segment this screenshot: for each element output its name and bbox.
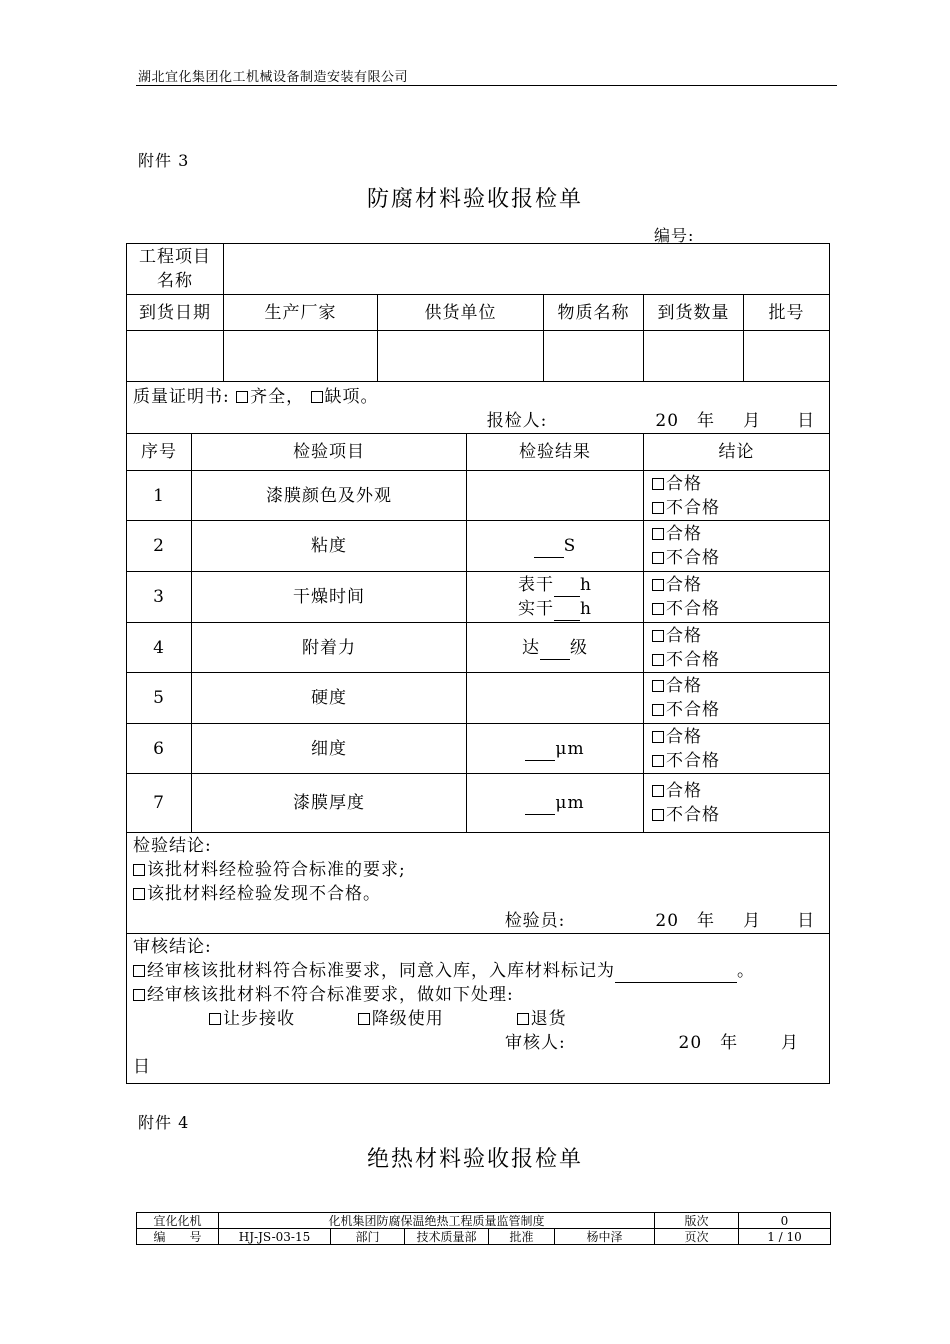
pass-checkbox[interactable] xyxy=(652,630,664,642)
batch-no-cell[interactable] xyxy=(744,331,830,382)
quality-cert-row: 质量证明书: 齐全， 缺项。 报检人: 20 年 月 日 xyxy=(127,382,830,434)
footer-approve-label: 批准 xyxy=(489,1229,555,1245)
conform-checkbox[interactable] xyxy=(133,864,145,876)
appendix-3-title: 防腐材料验收报检单 xyxy=(366,187,583,212)
reviewer-label: 审核人: xyxy=(505,1033,566,1053)
col-manufacturer: 生产厂家 xyxy=(224,295,378,331)
fail-checkbox[interactable] xyxy=(652,552,664,564)
table-row: 2 粘度 S 合格 不合格 xyxy=(127,521,830,572)
table-row: 7 漆膜厚度 μm 合格 不合格 xyxy=(127,774,830,833)
fail-checkbox[interactable] xyxy=(652,809,664,821)
appendix-4-label: 附件 4 xyxy=(138,1113,190,1132)
fail-checkbox[interactable] xyxy=(652,502,664,514)
serial-number-label: 编号: xyxy=(654,226,695,245)
pass-checkbox[interactable] xyxy=(652,579,664,591)
pass-checkbox[interactable] xyxy=(652,785,664,797)
footer-code-label: 编 号 xyxy=(137,1229,219,1245)
footer-org: 宜化化机 xyxy=(137,1213,219,1229)
pass-checkbox[interactable] xyxy=(652,528,664,540)
arrival-data-row xyxy=(127,331,830,382)
review-conclusion-label: 审核结论: xyxy=(133,937,212,957)
footer-page: 1 / 10 xyxy=(739,1229,831,1245)
col-quantity: 到货数量 xyxy=(644,295,744,331)
footer-dept-label: 部门 xyxy=(331,1229,405,1245)
missing-checkbox[interactable] xyxy=(311,391,323,403)
inspection-conclusion-row: 检验结论: 该批材料经检验符合标准的要求; 该批材料经检验发现不合格。 检验员: 20 年 月 日 xyxy=(127,833,830,934)
col-inspection-result: 检验结果 xyxy=(467,434,644,471)
reject-checkbox[interactable] xyxy=(133,989,145,1001)
appendix-4-title: 绝热材料验收报检单 xyxy=(366,1147,583,1172)
footer-edition-label: 版次 xyxy=(655,1213,739,1229)
approve-checkbox[interactable] xyxy=(133,965,145,977)
inspection-form xyxy=(126,243,830,1084)
col-supplier: 供货单位 xyxy=(378,295,544,331)
supplier-cell[interactable] xyxy=(378,331,544,382)
header-rule xyxy=(136,85,837,86)
document-footer xyxy=(136,1212,831,1245)
concession-checkbox[interactable] xyxy=(209,1013,221,1025)
footer-page-label: 页次 xyxy=(655,1229,739,1245)
col-batch-no: 批号 xyxy=(744,295,830,331)
project-row: 工程项目 名称 xyxy=(127,244,830,295)
footer-doc-name: 化机集团防腐保温绝热工程质量监管制度 xyxy=(219,1213,655,1229)
arrival-date-cell[interactable] xyxy=(127,331,224,382)
inspector-sign-line: 报检人: 20 年 月 日 xyxy=(486,410,816,431)
downgrade-checkbox[interactable] xyxy=(358,1013,370,1025)
project-label: 工程项目 xyxy=(139,247,211,267)
storage-mark-field[interactable] xyxy=(615,965,737,983)
examiner-sign-line: 检验员: 20 年 月 日 xyxy=(504,911,816,931)
inspection-conclusion-label: 检验结论: xyxy=(133,836,212,856)
result-cell[interactable]: μm xyxy=(467,724,644,774)
inspector-label: 报检人: xyxy=(486,410,548,431)
footer-approver: 杨中泽 xyxy=(555,1229,655,1245)
quality-cert-label: 质量证明书: xyxy=(133,386,230,407)
reviewer-sign-line: 审核人: 20 年 月 xyxy=(505,1033,799,1053)
result-cell[interactable] xyxy=(467,471,644,521)
table-row: 1 漆膜颜色及外观 合格 不合格 xyxy=(127,471,830,521)
col-inspection-item: 检验项目 xyxy=(192,434,467,471)
pass-checkbox[interactable] xyxy=(652,680,664,692)
examiner-label: 检验员: xyxy=(504,911,566,931)
table-row: 3 干燥时间 表干 h 实干 h 合格 不合格 xyxy=(127,572,830,623)
fail-checkbox[interactable] xyxy=(652,603,664,615)
pass-checkbox[interactable] xyxy=(652,478,664,490)
footer-dept: 技术质量部 xyxy=(405,1229,489,1245)
col-seq-no: 序号 xyxy=(127,434,192,471)
complete-checkbox[interactable] xyxy=(236,391,248,403)
result-cell[interactable]: 达 级 xyxy=(467,623,644,673)
footer-code: HJ-JS-03-15 xyxy=(219,1229,331,1245)
footer-edition: 0 xyxy=(739,1213,831,1229)
arrival-header-row xyxy=(127,295,830,331)
result-cell[interactable]: μm xyxy=(467,774,644,833)
appendix-3-label: 附件 3 xyxy=(138,151,190,170)
result-cell[interactable]: S xyxy=(467,521,644,572)
table-row: 4 附着力 达 级 合格 不合格 xyxy=(127,623,830,673)
company-name: 湖北宜化集团化工机械设备制造安装有限公司 xyxy=(138,70,409,85)
nonconform-checkbox[interactable] xyxy=(133,888,145,900)
col-arrival-date: 到货日期 xyxy=(127,295,224,331)
manufacturer-cell[interactable] xyxy=(224,331,378,382)
fail-checkbox[interactable] xyxy=(652,704,664,716)
inspection-header-row xyxy=(127,434,830,471)
fail-checkbox[interactable] xyxy=(652,755,664,767)
quantity-cell[interactable] xyxy=(644,331,744,382)
fail-checkbox[interactable] xyxy=(652,654,664,666)
review-conclusion-row: 审核结论: 经审核该批材料符合标准要求，同意入库，入库材料标记为 。 经审核该批材料不符合标准要求，做如下处理: 让步接收 降级使用 退货 审核人: 20 年 月 日 xyxy=(127,934,830,1084)
return-checkbox[interactable] xyxy=(517,1013,529,1025)
table-row: 6 细度 μm 合格 不合格 xyxy=(127,724,830,774)
pass-checkbox[interactable] xyxy=(652,731,664,743)
col-material-name: 物质名称 xyxy=(544,295,644,331)
table-row: 5 硬度 合格 不合格 xyxy=(127,673,830,724)
result-cell[interactable]: 表干 h 实干 h xyxy=(467,572,644,623)
col-conclusion: 结论 xyxy=(644,434,830,471)
material-name-cell[interactable] xyxy=(544,331,644,382)
result-cell[interactable] xyxy=(467,673,644,724)
project-name-cell[interactable] xyxy=(224,244,830,295)
